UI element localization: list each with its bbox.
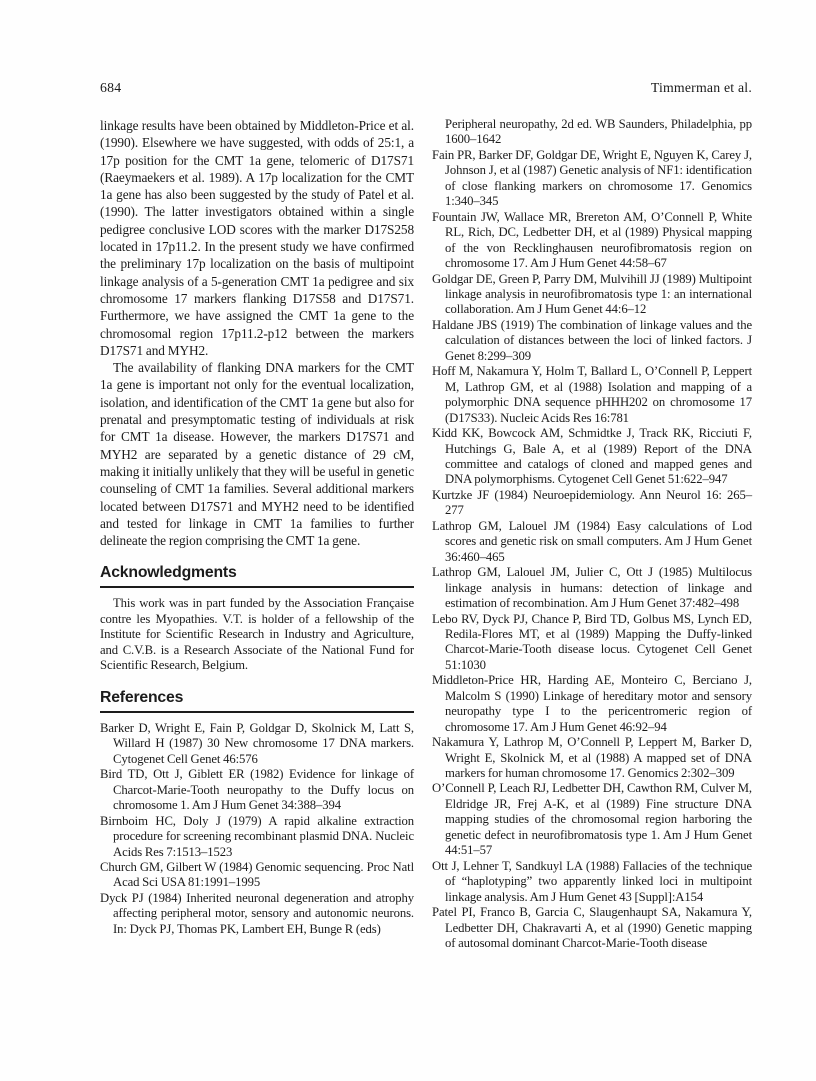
left-column <box>100 117 414 951</box>
running-title: Timmerman et al. <box>650 80 752 95</box>
reference-entry: Dyck PJ (1984) Inherited neuronal degeneration and atrophy affecting peripheral motor, sensory and autonomic neurons. In: Dyck PJ, Thomas PK, Lambert EH, Bunge R (eds) <box>100 890 414 936</box>
reference-entry: Haldane JBS (1919) The combination of linkage values and the calculation of distances between the loci of linked factors. J Genet 8:299–309 <box>432 317 752 363</box>
page-content <box>100 80 752 951</box>
reference-entry: Church GM, Gilbert W (1984) Genomic sequencing. Proc Natl Acad Sci USA 81:1991–1995 <box>100 860 414 890</box>
reference-entry: Patel PI, Franco B, Garcia C, Slaugenhaupt SA, Nakamura Y, Ledbetter DH, Chakravarti A, et al (1990) Genetic mapping of autosomal dominant Charcot-Marie-Tooth disease <box>432 905 752 951</box>
references-heading: References <box>100 689 414 713</box>
page-number: 684 <box>100 80 122 95</box>
reference-entry: Ott J, Lehner T, Sandkuyl LA (1988) Fallacies of the technique of “haplotyping” two apparently linked loci in multipoint linkage analysis. Am J Hum Genet 43 [Suppl]:A154 <box>432 858 752 904</box>
reference-entry: O’Connell P, Leach RJ, Ledbetter DH, Cawthon RM, Culver M, Eldridge JR, Frej A-K, et al (1989) Fine structure DNA mapping studies of the chromosomal region harboring the genetic defect in neurofibromatosis type 1. Am J Hum Genet 44:51–57 <box>432 781 752 858</box>
reference-entry: Fountain JW, Wallace MR, Brereton AM, O’Connell P, White RL, Rich, DC, Ledbetter DH, et al (1989) Physical mapping of the von Recklinghausen neurofibromatosis region on chromosome 17. Am J Hum Genet 44:58–67 <box>432 209 752 271</box>
body-paragraph: The availability of flanking DNA markers for the CMT 1a gene is important not only for the eventual localization, isolation, and identification of the CMT 1a gene but also for prenatal and presymptomatic testing of individuals at risk for CMT 1a disease. However, the markers D17S71 and MYH2 are separated by a genetic distance of 29 cM, making it initially unlikely that they will be useful in genetic counseling of CMT 1a families. Several additional markers located between D17S71 and MYH2 need to be identified and tested for linkage in CMT 1a families to further delineate the region comprising the CMT 1a gene. <box>100 360 414 549</box>
page-header <box>100 80 752 96</box>
reference-entry: Barker D, Wright E, Fain P, Goldgar D, Skolnick M, Latt S, Willard H (1987) 30 New chromosome 17 DNA markers. Cytogenet Cell Genet 46:576 <box>100 720 414 766</box>
right-column <box>432 117 752 951</box>
two-column-layout <box>100 117 752 951</box>
reference-entry: Lathrop GM, Lalouel JM (1984) Easy calculations of Lod scores and genetic risk on small computers. Am J Hum Genet 36:460–465 <box>432 518 752 564</box>
body-paragraph: linkage results have been obtained by Middleton-Price et al. (1990). Elsewhere we have suggested, with odds of 25:1, a 17p position for the CMT 1a gene, telomeric of D17S71 (Raeymaekers et al. 1989). A 17p localization for the CMT 1a gene has also been suggested by the study of Patel et al. (1990). The latter investigators obtained within a single pedigree conclusive LOD scores with the marker D17S258 located in 17p11.2. In the present study we have confirmed the preliminary 17p localization on the basis of multipoint linkage analysis of a 5-generation CMT 1a pedigree and six chromosome 17 markers flanking D17S58 and D17S71. Furthermore, we have assigned the CMT 1a gene to the chromosomal region 17p11.2-p12 between the markers D17S71 and MYH2. <box>100 118 414 358</box>
reference-entry: Lathrop GM, Lalouel JM, Julier C, Ott J (1985) Multilocus linkage analysis in humans: detection of linkage and estimation of recombination. Am J Hum Genet 37:482–498 <box>432 565 752 611</box>
reference-entry: Kidd KK, Bowcock AM, Schmidtke J, Track RK, Ricciuti F, Hutchings G, Bale A, et al (1989) Report of the DNA committee and catalogs of cloned and mapped genes and DNA polymorphisms. Cytogenet Cell Genet 51:622–947 <box>432 426 752 487</box>
reference-entry: Goldgar DE, Green P, Parry DM, Mulvihill JJ (1989) Multipoint linkage analysis in neurofibromatosis type 1: an international collaboration. Am J Hum Genet 44:6–12 <box>432 271 752 317</box>
reference-entry: Lebo RV, Dyck PJ, Chance P, Bird TD, Golbus MS, Lynch ED, Redila-Flores MT, et al (1989) Mapping the Duffy-linked Charcot-Marie-Tooth disease locus. Cytogenet Cell Genet 51:1030 <box>432 611 752 672</box>
reference-entry: Fain PR, Barker DF, Goldgar DE, Wright E, Nguyen K, Carey J, Johnson J, et al (1987) Genetic analysis of NF1: identification of close flanking markers on chromosome 17. Genomics 1:340–345 <box>432 147 752 209</box>
reference-entry: Nakamura Y, Lathrop M, O’Connell P, Leppert M, Barker D, Wright E, Skolnick M, et al (1988) A mapped set of DNA markers for human chromosome 17. Genomics 2:302–309 <box>432 735 752 781</box>
reference-entry: Birnboim HC, Doly J (1979) A rapid alkaline extraction procedure for screening recombinant plasmid DNA. Nucleic Acids Res 7:1513–1523 <box>100 813 414 859</box>
reference-continuation: Peripheral neuropathy, 2d ed. WB Saunders, Philadelphia, pp 1600–1642 <box>445 117 752 147</box>
reference-entry: Bird TD, Ott J, Giblett ER (1982) Evidence for linkage of Charcot-Marie-Tooth neuropathy to the Duffy locus on chromosome 1. Am J Hum Genet 34:388–394 <box>100 767 414 813</box>
reference-entry: Middleton-Price HR, Harding AE, Monteiro C, Berciano J, Malcolm S (1990) Linkage of hereditary motor and sensory neuropathy type I to the pericentromeric region of chromosome 17. Am J Hum Genet 46:92–94 <box>432 673 752 734</box>
acknowledgments-heading: Acknowledgments <box>100 564 414 588</box>
acknowledgments-text: This work was in part funded by the Association Française contre les Myopathies. V.T. is holder of a fellowship of the Institute for Scientific Research in Industry and Agriculture, and C.V.B. is a Research Associate of the National Fund for Scientific Research, Belgium. <box>100 596 414 673</box>
reference-entry: Hoff M, Nakamura Y, Holm T, Ballard L, O’Connell P, Leppert M, Lathrop GM, et al (1988) Isolation and mapping of a polymorphic DNA sequence pHHH202 on chromosome 17 (D17S33). Nucleic Acids Res 16:781 <box>432 364 752 425</box>
reference-entry: Kurtzke JF (1984) Neuroepidemiology. Ann Neurol 16: 265–277 <box>432 487 752 518</box>
